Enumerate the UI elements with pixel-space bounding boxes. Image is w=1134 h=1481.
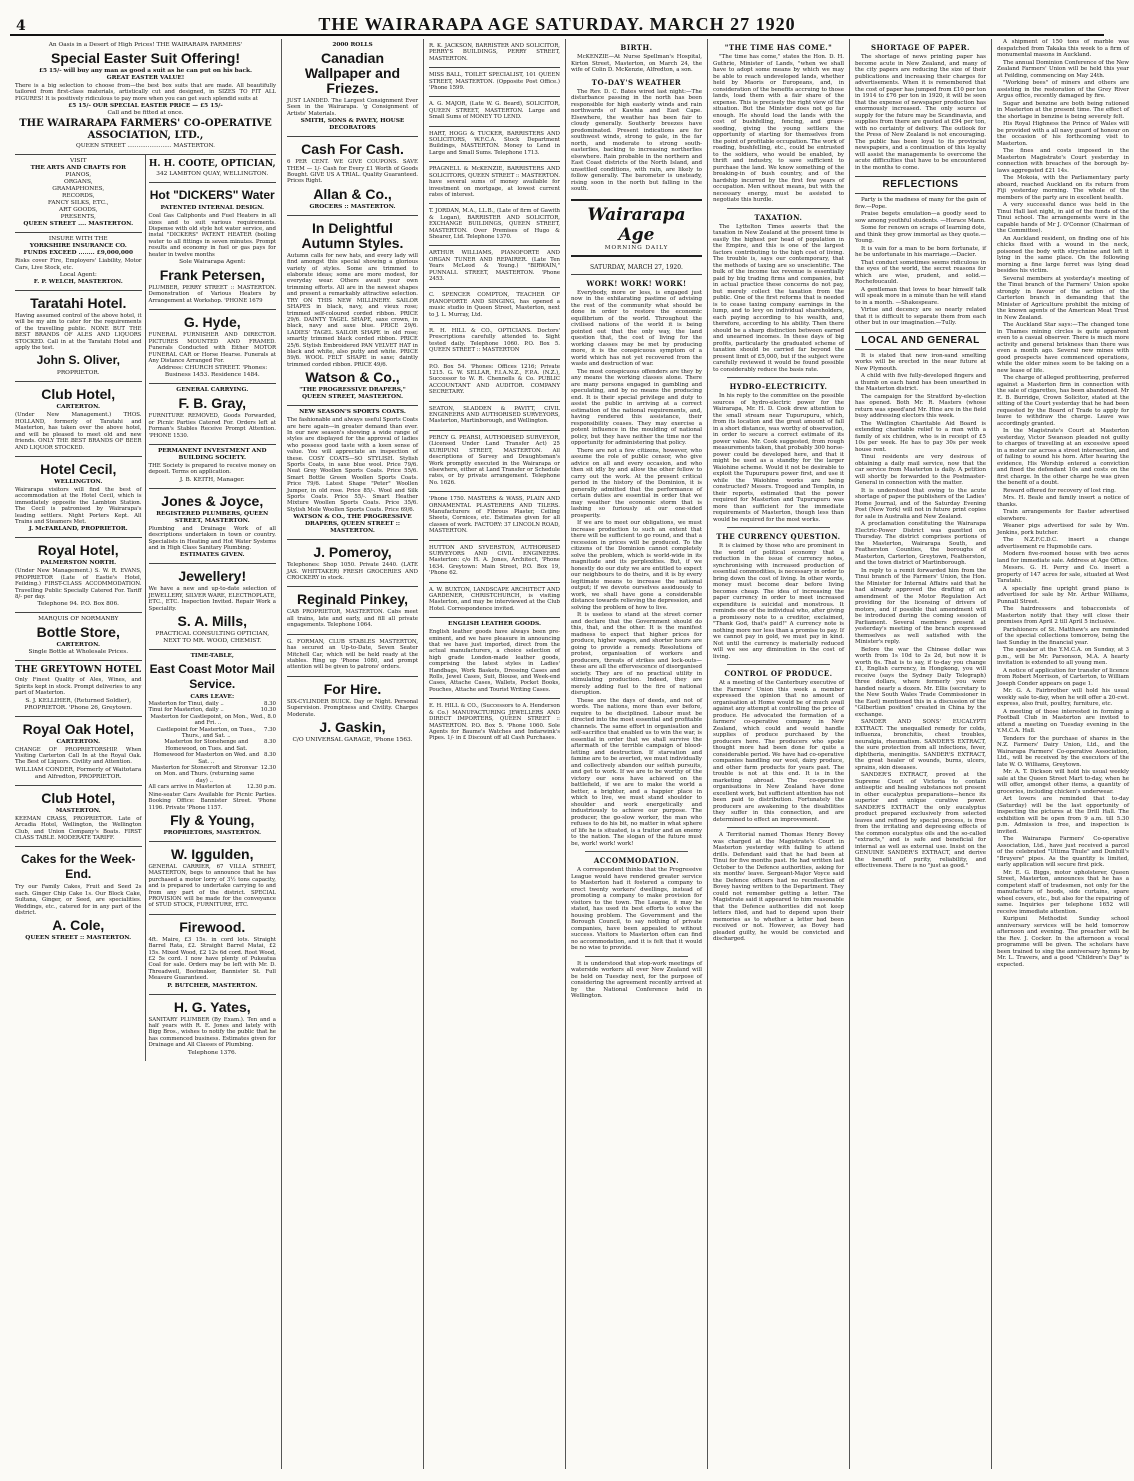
timetable-time: 10.30 bbox=[260, 707, 276, 714]
yates-plumber-ad: H. G. Yates, SANITARY PLUMBER (By Exam.). Ten and a half years with R. E. Jones and lately with Bigg Bros., wishes to notify the public that he has commenced business. Estimates given for Drainage and All Classes of Plumbing. Telephone 1376. bbox=[148, 998, 276, 1056]
work-editorial: WORK! WORK! WORK! Everybody, more or less, is engaged just now in the exhilarating pastime of advising the rest of the community what should be done in order to restore the economic equilibrium of the world. Throughout the civilised nations of the world it is being pointed out that the only way, the land question that, the cost of living for the working classes may be met by producing more, it is the conspicuous symptom of a world which has not yet recovered from the waste and destruction of war. The most conspicuous offenders are they by any means the working classes alone. There are many persons engaged in gambling and speculating, and by no means the producing end. It is their special privilege and duty to assist the public in arriving at a correct estimation of the national requirements, and, having rendered this assistance, their responsibility ceases. They may exercise a potent influence in the moulding of national policy, but they have neither the time nor the opportunity for administering that policy. There are not a few citizens, however, who assume the role of public censor, who give advice on all and every occasion, and who then sit idly by and allow the other fellow to carry out the work. At the present critical period in the history of the Dominion, it is generally admitted that the performance of certain duties are essential in order that we may weather the economic storm that is lashing so furiously at our one-sided prosperity. If we are to meet our obligations, we must increase production to such an extent that there will be sufficient to go round, and that a recession in prices will be produced. To the citizens of the Dominion cannot completely solve the problem, which is world-wide in its magnitude and its perplexities. But, if we honestly do our duty we are entitled to expect our neighbours to do theirs, and it is by every legitimate means to increase the national output; if we devote ourselves assiduously to work, we shall have gone a considerable distance towards relieving the depression, and solving the problem of how to live. It is useless to stand at the street corner and declare that the Government should do this, that, and the other. It is the manifest madness to expect that higher prices for produce, higher wages, and shorter hours are going to provide a remedy. Resolutions of protest, organisation of workers and producers, threats of strikes and lock-outs—these are all the effervescence of disorganised society. They are of no practical utility in stimulating production. Indeed, they are merely adding fuel to the fire of national disruption. These are the days of deeds, and not of words. The nations, more than ever before, require to be disciplined. Labour must be directed into the most essential and profitable channels. The same effort in organisation and self-sacrifice that enabled us to win the war, is essential in order that we shall survive the aftermath of the terrible campaign of blood-letting and destruction. If starvation and famine are to be averted, we must individually and collectively abandon our selfish pursuits, and get to work. If we are to be worthy of the victory our sons have achieved on the battlefield, if we are to make the world a better, a brighter, and a happier place in which to live, we must stand shoulder to shoulder and work energetically and industriously to achieve our purpose. The producer, the go-slow worker, the man who refuses to do his bit, no matter in what sphere of life he is situated, is a traitor and an enemy to the nation. The slogan of the future must be, work! work! work! bbox=[571, 278, 702, 847]
timetable-time: 8.30 bbox=[263, 701, 276, 707]
brief-item: Reward offered for recovery of lost ring. bbox=[1003, 487, 1116, 494]
leather-goods-ad: ENGLISH LEATHER GOODS. English leather goods have always been pre-eminent, and we have pleasure in announcing that we have just imported, direct from the actual manufacturers, a choice selection of high grade London-made leather goods, comprising the latest styles in Ladies' Handbags, Work Baskets, Dressing Cases and Rolls, Jewel Cases, Suit, Blouse, and Week-end Cases, Attache Cases, Wallets, Pocket Books, Pouches, Attache and Tourist Writing Cases. bbox=[429, 618, 560, 699]
timetable-time: 7.30 bbox=[263, 726, 276, 733]
millinery-ad: In Delightful Autumn Styles. Autumn calls for new hats, and every lady will find amongst this special showing a glorious variety of styles. Some are trimmed to elaborate ideas; some are more modest, for everyday wear. Others await your own trimming efforts. All are in the newest shapes and present a remarkably attractive selection. TRY ON THIS NEW MILLINERY. SAILOR SHAPES in black, navy, and vieux rose; trimmed self-coloured corded ribbon. PRICE 29/6. DAINTY TAGEL SHAPE, saxe crown, in black, navy and saxe blue. PRICE 29/6. LADIES' TAGEL SAILOR SHAPE in old rose; smartly trimmed black corded ribbon. PRICE 25/6. Stylish Embroidered PAN VELVET HAT in black and white, also putty and white. PRICE 59/6. WOOL FELT SHAPE in saxe; daintly trimmed corded ribbon. PRICE 49/6. Watson & Co., "THE PROGRESSIVE DRAPERS," QUEEN STREET, MASTERTON. bbox=[287, 216, 418, 406]
sellar-ad: P.O. Box 54. 'Phones: Offices 1216; Private 1215. G. W. SELLAR, F.I.A.N.Z., F.P.A. (N.Z.), Successor to W. R. Chennells & Co. PUBLIC ACCOUNTANT AND AUDITOR. COMPANY SECRETARY. bbox=[429, 360, 560, 402]
dickers-heater-ad: Hot "DICKERS" Water PATENTED INTERNAL DESIGN. Coal Gas Caliphonts and Fuel Heaters in all sizes and to suit various requirements. Dispense with old style hot water service, and instal "DICKERS" PATENT HEATER (boiling water to all fittings in seven minutes. Prompt results and economy in fuel or gas pays for heater in twelve months Sole Wairarapa Agent: Frank Petersen, PLUMBER, PERRY STREET :: MASTERTON. Demonstration of Various Heaters by Arrangement at Workshop. 'PHONE 1679 bbox=[149, 183, 277, 310]
timetable-route: Masterton for Tinui, daily .. bbox=[148, 701, 224, 707]
masthead bbox=[10, 14, 1104, 36]
brief-item: A shipment of 150 tons of marble was despatched from Takaka this week to a firm of monumental masons in Auckland. bbox=[997, 39, 1129, 58]
greytown-hotel-ad: THE GREYTOWN HOTEL Only Finest Quality of Ales, Wines, and Spirits kept in stock. Prompt deliveries to any part of Masterton. S. J. KELLIHER, (Returned Soldier), PROPRIETOR. 'Phone 26, Greytown. bbox=[15, 661, 142, 716]
timetable-row bbox=[149, 765, 277, 784]
club-hotel-carterton-ad: Club Hotel, CARTERTON. (Under New Management.) THOS. HOLLAND, formerly of Taratahi and Masterton, has taken over the above hotel, and will be pleased to meet old and new friends. ONLY THE BEST BRANDS OF BEER AND LIQUOR STOCKED. bbox=[15, 382, 142, 456]
timetable-row bbox=[149, 714, 277, 727]
weather-article: TO-DAY'S WEATHER The Rev. D. C. Bates wired last night:—The disturbance passing in the north has been responsible for high easterly winds and rain northwards of Kawhia and East Cape. Elsewhere, the weather has been fair to cloudy generally. Southerly breezes have predominated. Present indications are for southwest winds, strong to gale, in the far north, and moderate to strong south-easterlies, backing to increasing northerlies elsewhere. Rain probable in the northern and East Coast districts of the North Island, and unsettled conditions, with rain, are likely to follow generally. The barometer is unsteady, rising soon in the north but falling in the south. bbox=[571, 77, 702, 192]
pomeroy-ad: J. Pomeroy, Telephones: Shop 1050. Private 2440. (LATE JAS. WHITTAKER) FRESH GROCERIES AND CROCKERY in stock. bbox=[287, 540, 418, 587]
brief-item: The hairdressers and tobacconists of Masterton notify that they will close their premises from April 2 till April 5 inclusive. bbox=[997, 606, 1129, 625]
timetable-route: Castlepoint for Masterton, on Tues., Thurs., and Sat. .. bbox=[156, 726, 256, 740]
jones-joyce-ad: Jones & Joyce, REGISTERED PLUMBERS, QUEEN STREET, MASTERTON. Plumbing and Drainage Work of all descriptions undertaken in town or country. Specialists in Heating and Hot Water Systems and in High Class Sanitary Plumbing. ESTIMATES GIVEN. bbox=[149, 489, 277, 565]
brief-item: The Wairarapa Farmers' Co-operative Association, Ltd., have just received a parcel of the celebrated "Ultima Thule" and Dunhill's "Bruyere" pipes. As the quantity is limited, early application will secure first pick. bbox=[997, 836, 1129, 868]
column-6 bbox=[708, 39, 850, 1469]
brief-item: Mr. E. G. Biggs, motor upholsterer, Queen Street, Masterton, announces that he has a competent staff of tradesmen, not only for the manufacture of hoods, side curtains, spare wheel covers, etc., but also for the repairing of same. Inquiries per telephone 1652 will receive immediate attention. bbox=[997, 869, 1129, 915]
hutton-ad: HUTTON AND SYVERSTON, AUTHORISED SURVEYORS AND CIVIL ENGINEERS. Masterton: c/o H. A. Jones, Architect, 'Phone 1634. Greytown: Main Street, P.O. Box 19, 'Phone 62. bbox=[429, 541, 560, 583]
brief-item: Train arrangements for Easter advertised elsewhere. bbox=[997, 509, 1129, 522]
brief-item: Modern five-roomed house with two acres land for immediate sale. Address at Age Office. bbox=[997, 551, 1129, 564]
brief-item: Sugar and benzine are both being rationed in Masterton at the present time. The effect of the shortage in benzine is being severely felt. bbox=[997, 100, 1129, 120]
column-3 bbox=[282, 39, 424, 1469]
timetable-row bbox=[149, 727, 277, 740]
compton-ad: C. SPENCER COMPTON, TEACHER OF PIANOFORTE AND SINGING, has opened a music studio in Queen Street, Masterton, next to J. L. Murray, Ltd. bbox=[429, 288, 560, 324]
brief-item: Mr. G. A. Fairbrother will hold his usual weekly sale to-day, when he will offer a 20-cwt. express, also fruit, poultry, furniture, etc. bbox=[997, 688, 1129, 707]
buxton-ad: A. W. BUXTON, LANDSCAPE ARCHITECT AND GARDENER, CHRISTCHURCH, is visiting Masterton, and may be interviewed at the Club Hotel. Correspondence invited. bbox=[429, 583, 560, 619]
motor-mail-ad: TIME-TABLE, East Coast Motor Mail Service. CARS LEAVE: Masterton for Tinui, daily .. 8.30 Tinui for Masterton, daily .. 10.30 Masterton for Castlepoint, on Mon., Wed., and Fri. .. 8.0 Castlepoint for Masterton, on Tues., Thurs., and Sat. .. 7.30 Masterton for Stonehenge and Homewood, on Tues. and Sat. 8.30 Homewood for Masterton on Wed. and Sat. .. 8.30 Masterton for Stonecroft and Stronvar on Mon. and Thurs. (returning same day) .. 12.30 All cars arrive in Masterton at 12.30 p.m. Nine-seater Cars Available for Picnic Parties. Booking Office: Bannister Street. 'Phone 1196. Private 'Phone 1157. Fly & Young, PROPRIETORS, MASTERTON. bbox=[149, 650, 277, 842]
bottle-store-ad: MARQUIS OF NORMANBY Bottle Store, CARTERTON. Single Bottle at Wholesale Prices. bbox=[15, 613, 142, 661]
taxation-article: TAXATION. The Lyttelton Times asserts that the taxation in New Zealand at the present time is easily the highest per head of population in the Empire, and this is one of the largest factors contributing to the high cost of living. The trouble is, says our contemporary, that the methods of taxing are so unscientific. The bulk of the income tax revenue is essentially paid by big trading firms and companies, but in actual practice these concerns do not pay, but merely collect the taxation from the public. One of the first reforms that is needed is to cease taxing company earnings in the lump, and to levy on individual shareholders, each paying according to his wealth, and, therefore, according to his ability. Then there should be a sharp distinction between earned and unearned incomes. In these days of big profits, particularly the graduated scheme of taxation should be carried far beyond the present limit of £5,000, but if the subject were carefully reviewed it would be found possible to considerably reduce the basis rate. bbox=[713, 212, 844, 373]
iggulden-carrier-ad: W. Iggulden, GENERAL CARRIER, 67 VILLA STREET, MASTERTON, begs to announce that he has purchased a motor lorry of 3½ tons capacity, and is prepared to undertake carrying to and from any part of the district. SPECIAL PROVISION will be made for the conveyance of STUD STOCK, FURNITURE, ETC. bbox=[149, 842, 277, 915]
brief-item: The fines and costs imposed in the Masterton Magistrate's Court yesterday in connection with breaches of the borough by-laws aggregated £21 14s. bbox=[997, 148, 1129, 174]
jewellery-ad: Jewellery! We have a new and up-to-date selection of JEWELLERY, SILVER WARE, ELECTROPLATE, ETC., ETC. Inspection Invited. Repair Work a Speciality. S. A. Mills, PRACTICAL CONSULTING OPTICIAN, NEXT TO MR. WOOD, CHEMIST. bbox=[149, 564, 277, 650]
time-has-come-article: "THE TIME HAS COME." "The time has come," states the Hon. D. H. Guthrie, Minister of Lands, "when we shall have to adopt some means by which we may be able to reach undeveloped lands, whether held by Maoris or Europeans, and, in consideration of the benefits accruing to those lands, load them with a fair share of the expense. This is precisely the right view of the situation. But the Minister does not go far enough. He should load the lands with the cost of bushfelling, fencing, and grass-seeding, giving the young settlers the opportunity of starting for themselves from the point of profitable occupation. The work of roading, bushfelling, etc., could be entrusted to the soldiers, who would be enabled, by thrift and industry, to save sufficient to purchase the land. We know something of the breaking-in of bush country, and of the hardship incurred by the first few years of occupation. Men without means, but with the necessary energy, must be assisted to negotiate this hurdle. bbox=[713, 43, 844, 203]
hart-ad: HART, HOGG & TUCKER, BARRISTERS AND SOLICITORS, W.F.C.A. Stock Department Buildings, MASTERTON. Money to Lend in Large and Small Sums. Telephone 1713. bbox=[429, 127, 560, 163]
timetable-time: 12.30 p.m. bbox=[246, 784, 276, 791]
brief-item: The annual Dominion Conference of the New Zealand Farmers' Union will be held this year at Feilding, commencing on May 24th. bbox=[997, 59, 1129, 79]
coote-optician-ad: H. H. COOTE, OPTICIAN, 342 LAMBTON QUAY, WELLINGTON. bbox=[149, 155, 277, 183]
seaton-ad: SEATON, SLADDEN & PAVITT, CIVIL ENGINEERS AND AUTHORISED SURVEYORS, Masterton, Martinborough, and Wellington. bbox=[429, 402, 560, 431]
brief-item: Weaner pigs advertised for sale by Wm. Jenkins, pork butcher. bbox=[997, 523, 1129, 536]
taratahi-hotel-ad: Taratahi Hotel. Having assumed control of the above hotel, it will be my aim to cater for the requirements of the travelling public. NONE BUT THE BEST BRANDS OF ALES AND LIQUORS STOCKED. Call in at the Taratahi Hotel and apply the test. John S. Oliver, PROPRIETOR. bbox=[15, 291, 142, 382]
brief-item: A notice of application for transfer of licence from Robert Morrison, of Carterton, to William Joseph Conder appears on page 1. bbox=[997, 667, 1129, 687]
column-8 bbox=[992, 39, 1134, 1469]
paper-shortage-article: SHORTAGE OF PAPER. The shortage of news printing paper has become acute in New Zealand, and many of the city papers are reducing the size of their publications and increasing their charges for advertisements. When it is remembered that the cost of paper has jumped from £10 per ton in 1914 to £76 per ton in 1920, it will be seen that the expense of newspaper production has enormously increased. The only source of supply for the future may be Scandinavia, and supplies from there are quoted at £94 per ton, with no certainty of delivery. The outlook for the Press of New Zealand is not encouraging. The public has been loyal to its provincial newspapers, and a continuation of this loyalty will assist the managements to overcome the acute difficulties that have to be encountered in the months to come. bbox=[855, 43, 986, 171]
column-1 bbox=[10, 39, 282, 1469]
timetable-route: Masterton for Stonehenge and Homewood, on Tues. and Sat. bbox=[164, 739, 249, 752]
motor-timetable bbox=[149, 701, 277, 791]
timetable-row bbox=[149, 784, 277, 790]
royal-oak-hotel-ad: Royal Oak Hotel, CARTERTON. CHANGE OF PROPRIETORSHIP. When Visiting Carterton Call In at the Royal Oak. The Best of Liquors. Civility and Attention. WILLIAM CONDER, Formerly of Waitotara and Alfredton, PROPRIETOR. bbox=[15, 717, 142, 786]
editorial-dateline: SATURDAY, MARCH 27, 1920. bbox=[571, 263, 702, 275]
ball-ad: MISS BALL, TOILET SPECIALIST, 101 QUEEN STREET, MASTERTON. (Opposite Post Office.) 'Phone 1599. bbox=[429, 68, 560, 97]
timetable-time: 8.30 bbox=[263, 752, 276, 759]
masthead-title: THE WAIRARAPA AGE SATURDAY. MARCH 27 1920 bbox=[318, 14, 796, 34]
major-ad: A. G. MAJOR, (Late W. G. Beard), SOLICITOR, QUEEN STREET, MASTERTON. Large and Small Sums of MONEY TO LEND. bbox=[429, 97, 560, 126]
timetable-time: 8.30 bbox=[263, 739, 276, 746]
accommodation-article: ACCOMMODATION. A correspondent thinks that the Progressive League would have rendered greater service to Masterton had it fostered a company to erect twenty workers' dwellings, instead of promoting a company to make provision for visitors to the town. The League, it may be stated, has used its best efforts to solve the housing problem. The Government and the Borough Council, to say nothing of private companies, have been appealed to without success. Visitors to Masterton often can find no accommodation, and it is felt that it would be no wise to provide. It is understood that stop-work meetings of waterside workers all over New Zealand will be held on Tuesday next, for the purpose of considering the agreement recently arrived at by the National Conference held in Wellington. bbox=[571, 856, 702, 1000]
easter-suit-ad: An Oasis in a Desert of High Prices! THE WAIRARAPA FARMERS' Special Easter Suit Offering! £5 15/- will buy any man as good a suit as he can put on his back. GREAT EASTER VALUE! There is a big selection to choose from—the best box suits that are made. All beautifully tailored from first-class materials, artistically cut and designed, in SIZES TO FIT ALL FIGURES! It is positively ridiculous to pay more when you can get such splendid suits at £5 15/- OUR SPECIAL EASTER PRICE — £5 15/- Call and be fitted at once. THE WAIRARAPA FARMERS' CO-OPERATIVE ASSOCIATION, LTD., QUEEN STREET ........................ MASTERTON. bbox=[15, 39, 276, 155]
reflections-section: REFLECTIONS Party is the madness of many for the gain of few.—Pope. Praise begets emulation—a goodly seed to sow among youthful students. —Horace Mann. Some for renown on scraps of learning dote, and think they grow immortal as they quote.—Young. It is vain for a man to be born fortunate, if he be unfortunate in his marriage.—Dacier. That conduct sometimes seems ridiculous in the eyes of the world, the secret reasons for which are wise, prudent, and solid.—Rochefoucauld. A gentleman that loves to hear himself talk will speak more in a minute than he will stand to in a month. —Shakespeare. Virtue and decency are so nearly related that it is difficult to separate them from each other but in our imagination.—Tully. bbox=[855, 176, 986, 327]
for-hire-ad: For Hire. SIX-CYLINDER BUICK. Day or Night. Personal Supervision. Promptness and Civility. Charges Moderate. J. Gaskin, C/O UNIVERSAL GARAGE, 'Phone 1563. bbox=[287, 680, 418, 743]
brief-item: Kuripuni Methodist Sunday school anniversary services will be held tomorrow afternoon and evening. The preacher will be the Rev. J. Cocker. In the afternoon a vocal programme will be given. The scholars have been trained to sing the anniversary hymns by Mr. L. Travers, and a good "Children's Day" is expected. bbox=[997, 916, 1129, 968]
brief-item: "Working bees" of miners and others are assisting in the restoration of the Grey River Argus office, recently damaged by fire. bbox=[997, 80, 1129, 99]
brief-item: The speaker at the Y.M.C.A. on Sunday, at 3 p.m., will be Mr. Parsonson, M.A. A hearty invitation is extended to all young men. bbox=[997, 647, 1129, 666]
jackson-ad: R. K. JACKSON, BARRISTER AND SOLICITOR, PERRY'S BUILDINGS, PERRY STREET, MASTERTON. bbox=[429, 39, 560, 68]
territorial-article: A Territorial named Thomas Henry Bovey was charged at the Magistrate's Court in Masterton yesterday with failing to attend drills. Defendant said that he had been at Tinui for five months past. He had written last October to the Defence authorities, asking for six months' leave. Sergeant-Major Voyce said the Defence officers had no recollection of Bovey having written to the Department. They could not remember getting a letter. The Magistrate said it appeared to him reasonable that the Defence authorities did not keep letters filed, and had to depend upon their memories as to whether a letter had been received or not. However, as Bovey had pleaded guilty, he would be convicted and discharged. bbox=[713, 832, 844, 942]
timetable-route: All cars arrive in Masterton at bbox=[148, 784, 232, 791]
brief-item: His Royal Highness the Prince of Wales will be provided with a all navy guard of honour on the occasion of his forthcoming visit to Masterton. bbox=[997, 121, 1129, 147]
produce-article: CONTROL OF PRODUCE. At a meeting of the Canterbury executive of the Farmers' Union this week a member expressed the opinion that no amount of organisation at Home would be of much avail against any attempt at controlling the price of produce. He advocated the formation of a farmers' co-operative company in New Zealand, which could and would handle supplies of produce purchased by the producers here. The producers who spoke thought more had been done for quite a considerable period. We have had co-operative companies handling our wool, dairy produce, and other farm products for years past. The trouble is not at this end. It is in the marketing abroad. The co-operative organisations in New Zealand have done excellent work, but sufficient attention has not been paid to distribution. Fortunately the producers are awakening to the disabilities they suffer in this connection, and are determined to effect an improvement. bbox=[713, 669, 844, 823]
royal-hotel-ad: Royal Hotel, PALMERSTON NORTH. (Under New Management.) S. W. R. EVANS, PROPRIETOR (Late of Eastie's Hotel, Feilding.) FIRST-CLASS ACCOMMODATION. Travelling Public Specially Catered For. Tariff 8/- per day. Telephone 94. P.O. Box 806. bbox=[15, 538, 142, 613]
brief-item: A very successful dance was held in the Tinui Hall last night, in aid of the funds of the Tinui school. The arrangements were in the capable hands of Mr J. O'Connor (Chairman of the Committee). bbox=[997, 202, 1129, 234]
birth-notice: BIRTH. McKENZIE—At Nurse Spellman's Hospital, Kirton Street, Masterton, on March 24, the wife of Colin D. McKenzie, Alfredton, a son. bbox=[571, 43, 702, 73]
timetable-time: 12.30 bbox=[260, 765, 276, 772]
hill-jewellers-ad: E. H. HILL & CO., (Successors to A. Henderson & Co.) MANUFACTURING JEWELLERS AND DIRECT IMPORTERS, QUEEN STREET :: MASTERTON. P.O. Box 5. 'Phone 1060. Sole Agents for Baume's Watches and Indarwink's Pipes. 1/- in £ Discount off all Cash Purchases. bbox=[429, 703, 560, 742]
timetable-row bbox=[149, 752, 277, 765]
investment-society-ad: PERMANENT INVESTMENT AND BUILDING SOCIETY. THE Society is prepared to receive money on deposit. Terms on application. J. B. KEITH, Manager. bbox=[149, 445, 277, 489]
wallpaper-ad: 2000 ROLLS Canadian Wallpaper and Friezes. JUST LANDED. The Largest Consignment Ever Seen in the Wairarapa. 'g Consignment of Artists' Materials. SMITH, SONS & PAVEY, HOUSE DECORATORS bbox=[287, 39, 418, 137]
hydro-electricity-article: HYDRO-ELECTRICITY. In his reply to the committee on the possible sources of hydro-electric power for the Wairarapa, Mr. H. D. Cook drew attention to the small stream near Tupurupuru, which, from its location and the great amount of fall in a short distance, was worthy of observation, in order to secure a correct estimate of its power value. Mr. Cook suggested, from rough measurements taken, that probably 300 horse-power could be developed here, and that it might be used as a standby for the larger Waiohine scheme. Would it not be desirable to exploit the Tupurupuru power first, and use it while the Waiohine works are being constructed? Messrs. Trogood and Templin, in their reports, estimated that the power required for Masterton and Tupurupuru was more than sufficient for the immediate requirements of Masterton, though less than would be required for the most works. bbox=[713, 382, 844, 523]
brief-item: A meeting of those interested in forming a Football Club in Masterton are invited to attend a meeting on Tuesday evening in the Y.M.C.A. Hall. bbox=[997, 708, 1129, 734]
currency-article: THE CURRENCY QUESTION. It is claimed by those who are prominent in the world of political economy that a reduction in the issue of currency notes, synchronising with increased production of essential commodities, is necessary in order to bring down the cost of living. In other words, money must become dear before living becomes cheap. The idea of increasing the paper currency in order to meet increased expenditure is suicidal and monstrous. It reminds one of the individual who, after giving a promissory note to a creditor, exclaimed, "Thank God, that's paid!" A currency note is nothing more nor less than a promise to pay. If we cannot pay in gold, we must pay in kind. Not until the currency is materially reduced will we see any diminution in the cost of living. bbox=[713, 532, 844, 660]
hyde-funeral-ad: G. Hyde, FUNERAL FURNISHER AND DIRECTOR. PICTURES MOUNTED AND FRAMED. Funerals Conducted with Either MOTOR FUNERAL CAR or Horse Hearse. Funerals at Any Distance Arranged For. Address: CHURCH STREET. 'Phones: Business 1453. Residence 1484. bbox=[149, 310, 277, 384]
column-4 bbox=[424, 39, 566, 1469]
wass-ad: 'Phone 1750. MASTERS & WASS, PLAIN AND ORNAMENTAL PLASTERERS AND TILERS. Manufacturers of Fibrous Plaster, Ceiling Sheets, Cornices, etc. Estimates given for all classes of work. FACTORY: 37 LINCOLN ROAD, MASTERTON. bbox=[429, 492, 560, 540]
brief-item: Mr. A. T. Dickson will hold his usual weekly sale at the Queen Street Mart to-day, when he will offer, amongst other items, a quantity of groceries, including chicken's underwear. bbox=[997, 769, 1129, 795]
williams-ad: ARTHUR WILLIAMS, PIANOFORTE AND ORGAN TUNER AND REPAIRER. (Late Ten Years McLeod & Young.) "BIRWAIN," PUNNALL STREET, MASTERTON. 'Phone 2453. bbox=[429, 246, 560, 288]
gray-carrying-ad: GENERAL CARRYING. F. B. Gray, FURNITURE REMOVED, Goods Forwarded, or Picnic Parties Catered For. Orders left at Forman's Stables Receive Prompt Attention. 'PHONE 1530. bbox=[149, 384, 277, 445]
timetable-route: Homewood for Masterton on Wed. and Sat. .. bbox=[153, 752, 260, 765]
brief-item: Tenders for the purchase of shares in the N.Z. Farmers' Dairy Union, Ltd., and the Wairarapa Farmers' Co-operative Association, Ltd., will be received by the executors of the late W. O. Williams, Greytown. bbox=[997, 735, 1129, 768]
brief-item: The N.Z.F.C.D.C. insert a change advertisement re Hupmobile cars. bbox=[997, 537, 1129, 550]
timetable-route: Tinui for Masterton, daily .. bbox=[148, 707, 224, 714]
pragnell-ad: PRAGNELL & McKENZIE, BARRISTERS AND SOLICITORS, QUEEN STREET :: MASTERTON. have several sums of money available for investment on mortgage, at lowest current rates of interest. bbox=[429, 162, 560, 204]
brief-item: In the Magistrate's Court at Masterton yesterday, Victor Swanson pleaded not guilty to charges of travelling at an excessive speed in a motor car across a street intersection, and of failing to sound his horn. After hearing the evidence, His Worship entered a conviction and fined the defendant 10s and costs on the first charge. In the other charge he was given the benefit of a doubt. bbox=[997, 428, 1129, 486]
club-stables-ad: G. FORMAN, CLUB STABLES MASTERTON, has secured an Up-to-Date, Seven Seater Mitchell Car, which will be held ready at the stables. Ring up 'Phone 1080, and prompt attention will be given to patrons' orders. bbox=[287, 635, 418, 677]
brief-item: Art lovers are reminded that to-day (Saturday) will be the last opportunity of inspecting the pictures at the Drill Hall. The exhibition will be open from 9 a.m. till 5.30 p.m. Admission is free, and inspection is invited. bbox=[997, 796, 1129, 835]
brief-item: A specially fine upright grand piano is advertised for sale by Mr. Arthur Williams, Punnall Street. bbox=[997, 585, 1129, 605]
pinkey-cab-ad: Reginald Pinkey, CAB PROPRIETOR, MASTERTON. Cabs meet all trains, late and early, and fill all private engagements. Telephone 1064. bbox=[287, 587, 418, 634]
arts-crafts-ad: VISIT THE ARTS AND CRAFTS FOR PIANOS, ORGANS, GRAMAPHONES, RECORDS, FANCY SILKS, ETC., ART GOODS, PRESENTS, QUEEN STREET .... MASTERTON. bbox=[15, 155, 142, 233]
timetable-row bbox=[149, 739, 277, 752]
hotel-cecil-ad: Hotel Cecil, WELLINGTON. Wairarapa visitors will find the best of accommodation at the Hotel Cecil, which is immediately opposite the Lambton Station. The Cecil is patronised by Wairarapa's leading settlers. Night Porters Kept. All Trains and Steamers Met. J. McFARLAND, PROPRIETOR. bbox=[15, 457, 142, 538]
page-number: 4 bbox=[16, 18, 26, 34]
local-general-section: LOCAL AND GENERAL It is stated that new iron-sand smelting works will be erected in the near future at New Plymouth. A child with five fully-developed fingers and a thumb on each hand has been unearthed in the Masterton district. The campaign for the Stratford by-election has opened. Both Mr. R. Masters (whose return was speed'and Mr. Hine are in the field busy addressing electors this week. The Wellington Charitable Aid Board is extending charitable relief to a man with a family of six children, who is in receipt of £5 10s per week. He has to pay 30s per week house rent. Tinui residents are very desirous of obtaining a daily mail service, now that the car service from Masterton is daily. A petition will shortly be forwarded to the Postmaster-General in connection with the matter. It is understood that owing to the acute shortage of paper the publishers of the Ladies' Home Journal, and of the Saturday Evening Post (New York) will not in future print copies for sale in Australia and New Zealand. A proclamation constituting the Wairarapa Electric-Power District was gazetted on Thursday. The district comprises portions of the Masterton, Wairarapa South, and Featherston Counties, the boroughs of Masterton, Carterton, Greytown, Featherston, and the town district of Martinborough. In reply to a remit forwarded him from the Tinui branch of the Farmers' Union, the Hon. the Minister for Internal Affairs said that he had already approved the drafting of an amendment of the Motor Regulation Act providing for the licensing of drivers of motors, and if possible that amendment will be introduced during the coming session of Parliament. Several members present at yesterday's meeting of the branch expressed themselves as well satisfied with the Minister's reply. Before the war the Chinese dollar was worth from 1s 10d to 2s 2d, but now it is worth 6s. That is to say, if to-day you change £1, English currency, in Hongkong, you will receive (says the Sydney Daily Telegraph) three dollars, where formerly you were handed nearly a dozen. Mr. Ellis (secretary to the New South Wales Trade Commissioner in the East) mentioned this in a discussion of the "Gilbertian position" created in China by the exchange. SANDER AND SONS' EUCALYPTI EXTRACT. The unequalled remedy for colds, influenza, bronchitis, chest troubles, neuralgia, rheumatism. SANDER'S EXTRACT, the sure protection from all infections, fever, diphtheria, meningitis. SANDER'S EXTRACT, the great healer of wounds, burns, ulcers, sprains, skin diseases. SANDER'S EXTRACT, proved at the Supreme Court of Victoria to contain antiseptic and healing substances not present in other eucalyptus preparations—hence its superior and unique curative power. SANDER'S EXTRACT the only eucalyptus product prepared exclusively from selected leaves and refined by special process, is free from the irritating and depressing effects of the common eucalyptus oils and the so-called "extracts," and is safe and beneficial for internal as well as external use. Insist on the GENUINE SANDER'S EXTRACT, and derive the benefit of purity, reliability, and effectiveness. There is no "just as good." bbox=[855, 332, 986, 870]
cakes-ad: Cakes for the Week-End. Try our Family Cakes, Fruit and Seed 2s each. Ginger Chip Cake 1s. Our Block Cake, Sultana, Ginger, or Seed, are specialities. Weddings, etc., catered for in any part of the district. A. Cole, QUEEN STREET :: MASTERTON. bbox=[15, 852, 142, 942]
brief-item: The Auckland Star says:—The changed tone in Thames mining circles is quite apparent even to a casual observer. There is much more activity and general briskness than there was even a month ago. Several new mines with good prospects have commenced operations, while the older mines seem to be taking on a new lease of life. bbox=[997, 322, 1129, 374]
column-5 bbox=[566, 39, 708, 1469]
local-briefs bbox=[997, 39, 1129, 968]
brief-item: Parishioners of St. Matthew's are reminded of the special collections tomorrow, being the last Sunday in the financial year. bbox=[997, 626, 1129, 646]
brief-item: An Auckland resident, on finding one of his chicks fixed with a wound in the neck, poisoned the body with strychnine and left it lying in the same place. On the following morning a fine large ferret was lying dead besides his victim. bbox=[997, 235, 1129, 274]
editorial-flag: Wairarapa Age MORNING DAILY bbox=[571, 199, 702, 258]
sports-coats-ad: NEW SEASON'S SPORTS COATS. The fashionable and always useful Sports Coats are here again—in greater demand than ever. In our new season's showing a wide range of styles are displayed for the approval of ladies who possess good taste with a keen sense of value. You will appreciate an inspection of these. COSY COATS—SO STYLISH. Stylish Sports Coats, in saxe blue wool. Price 79/6. Neat Grey Woollen Sports Coats. Price 55/6. Smart Bottle Green Woollen Sports Coats. Price 79/6. Latest Shape "Peter" Woollen Jumper, in old rose. Price 85/-. Wool and Silk Sports Coats. Price 55/-. Smart Heather Mixture Woollen Sports Coats. Price 35/6. Stylish Mole Woollen Sports Coats. Price 69/6. WATSON & CO., THE PROGRESSIVE DRAPERS, QUEEN STREET :: MASTERTON. bbox=[287, 406, 418, 540]
firewood-ad: Firewood. 4ft. Maire, £3 15s. in cord lots. Straight Barrel Rata, £2. Straight Barrel Matai, £2 15s. Mixed Wood, £2 12s 6d cord. Root Wood, £2 5s cord. I now have plenty of Pukeatua Coal for sale. Orders may be left with Mr. D. Threadwell, Bootmaker, Bannister St. Full Measure Guaranteed. P. BUTCHER, MASTERTON. bbox=[149, 915, 277, 995]
jordan-ad: T. JORDAN, M.A., LL.B., (Late of firm of Gawith & Logan), BARRISTER AND SOLICITOR, EXCHANGE BUILDINGS, QUEEN STREET, MASTERTON. Over Premises of Hugo & Shearer, Ltd. Telephone 1370. bbox=[429, 204, 560, 246]
timetable-route: Masterton for Stonecroft and Stronvar on Mon. and Thurs. (returning same day) .. bbox=[151, 765, 258, 784]
brief-item: Several members at yesterday's meeting of the Tinui branch of the Farmers' Union spoke strongly in favour of the action of the Carterton branch in demanding that the Minister of Agriculture prohibit the mixing of the known agents of the American Meat Trust in New Zealand. bbox=[997, 275, 1129, 321]
brief-item: Mrs. H. Beale and family insert a notice of thanks. bbox=[997, 495, 1129, 508]
hill-optician-ad: R. H. HILL & CO., OPTICIANS. Doctors' Prescriptions carefully attended to. Sight tested daily. Telephone 1060. P.O. Box 5. QUEEN STREET :: MASTERTON bbox=[429, 324, 560, 360]
timetable-route: Masterton for Castlepoint, on Mon., Wed., and Fri. .. bbox=[150, 713, 266, 727]
brief-item: The Mokoia, with the Parliamentary party aboard, reached Auckland on its return from Fiji yesterday morning. The whole of the members of the party are in excellent health. bbox=[997, 175, 1129, 201]
brief-item: Messrs. G. H. Perry and Co. insert a property of 147 acres for sale, situated at West Taratahi. bbox=[997, 565, 1129, 584]
column-7 bbox=[850, 39, 992, 1469]
cash-coupon-ad: Cash For Cash. 6 PER CENT. WE GIVE COUPONS. SAVE THEM — 1/- Cash for Every £1 Worth of Goods Bought. GIVE US A TRIAL. Quality Guaranteed. Prices Right. Allan & Co., GROCERS :: MASTERTON. bbox=[287, 137, 418, 216]
brief-item: The charge of alleged profiteering, preferred against a Masterton firm in connection with the sale of cigarettes, has been abandoned. Mr E. B. Burridge, Crown Solicitor, stated at the sitting of the Court yesterday that he had been requested by the Board of Trade to apply for leave to withdraw the charge. Leave was accordingly granted. bbox=[997, 375, 1129, 427]
pearsi-ad: PERCY G. PEARSI, AUTHORISED SURVEYOR, (Licensed Under Land Transfer Act) 25 KURIPUNI STREET, MASTERTON. All descriptions of Survey and Draughtsman's Work promptly executed in the Wairarapa or elsewhere, either at Land Transfer or Schedule rates, or by private arrangement. Telephone No. 1626. bbox=[429, 431, 560, 492]
club-hotel-masterton-ad: Club Hotel, MASTERTON. KEEMAN CRASS, PROPRIETOR. Late of Arcadia Hotel, Wellington, the Wellington Club, and Union Company's Boats. FIRST CLASS TABLE. MODERATE TARIFF. bbox=[15, 786, 142, 848]
timetable-time: 8.0 bbox=[267, 713, 276, 720]
yorkshire-insurance-ad: INSURE WITH THE YORKSHIRE INSURANCE CO. FUNDS EXCEED ........ £9,000,000 Risks cover Fire, Employers' Liability, Motor Cars, Live Stock, etc. Local Agent: F. P. WELCH, MASTERTON. bbox=[15, 233, 142, 291]
